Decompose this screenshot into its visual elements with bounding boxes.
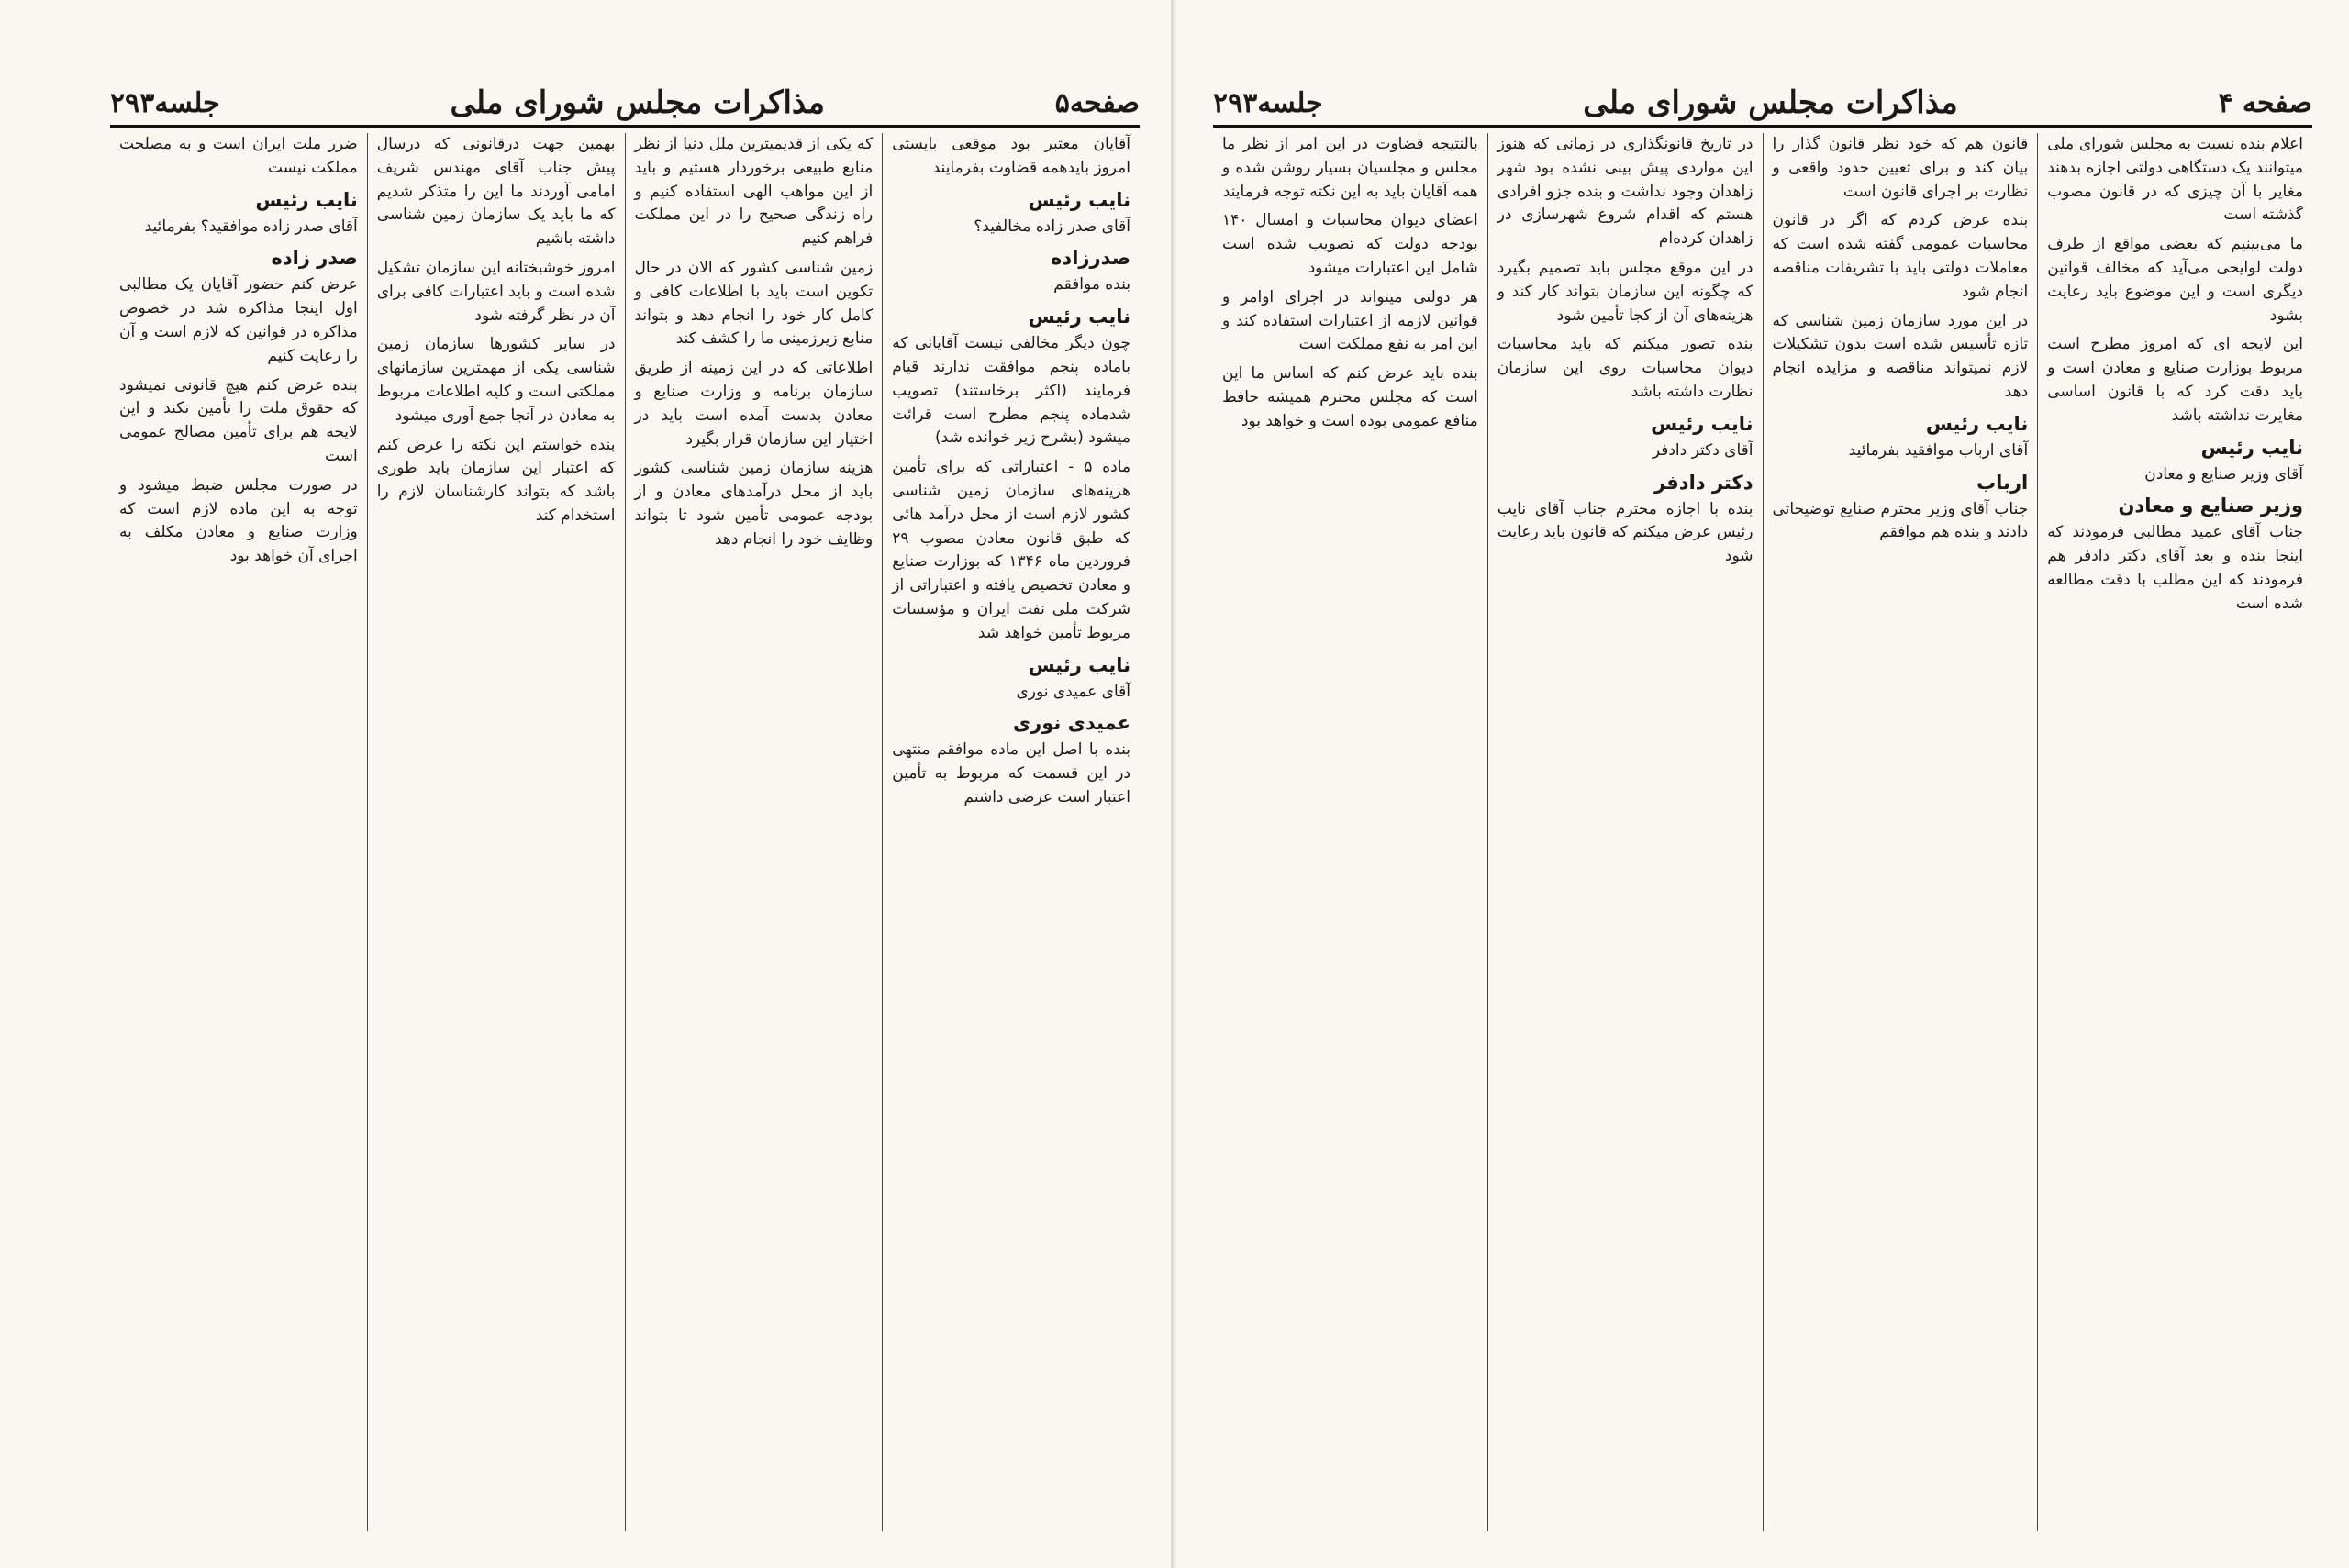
paragraph: عرض کنم حضور آقایان یک مطالبی اول اینجا مذاکره شد در خصوص مذاکره در قوانین که لازم است و آن را رعایت کنیم bbox=[119, 275, 358, 365]
paragraph: بنده خواستم این نکته را عرض کنم که اعتبار این سازمان باید طوری باشد که بتواند کارشناسان لازم را استخدام کند bbox=[376, 435, 616, 525]
speaker-heading: صدر زاده bbox=[271, 247, 358, 270]
paragraph: قانون هم که خود نظر قانون گذار را بیان کند و برای تعیین حدود واقعی و نظارت بر اجرای قانون است bbox=[1772, 135, 2029, 201]
speaker-heading: نایب رئیس bbox=[1028, 653, 1130, 676]
paragraph: جناب آقای وزیر محترم صنایع توضیحاتی دادند و بنده هم موافقم bbox=[1772, 499, 2029, 542]
paragraph: هر دولتی میتواند در اجرای اوامر و قوانین لازمه از اعتبارات استفاده کند و این امر به نفع مملکت است bbox=[1222, 287, 1478, 354]
speaker-heading: وزیر صنایع و معادن bbox=[2118, 495, 2303, 517]
text-column bbox=[882, 133, 1140, 1531]
paragraph: بنده باید عرض کنم که اساس ما این است که مجلس محترم همیشه حافظ منافع عمومی بوده است و خواهد بود bbox=[1222, 364, 1478, 430]
paragraph: در تاریخ قانونگذاری در زمانی که هنوز این مواردی پیش بینی نشده بود شهر زاهدان وجود نداشت و بنده جزو افرادی هستم که اقدام شروع شهرسازی در زاهدان کرده‌ام bbox=[1497, 135, 1753, 249]
paragraph: بالنتیجه قضاوت در این امر از نظر ما مجلس و مجلسیان بسیار روشن شده و همه آقایان باید به این نکته توجه فرمایند bbox=[1222, 135, 1478, 201]
text-column bbox=[110, 133, 367, 1531]
paragraph: بهمین جهت درقانونی که درسال پیش جناب آقای مهندس شریف امامی آوردند ما این را متذکر شدیم که ما باید یک سازمان زمین شناسی داشته باشیم bbox=[376, 135, 616, 249]
paragraph: آقای عمیدی نوری bbox=[1016, 682, 1130, 701]
paragraph: در این مورد سازمان زمین شناسی که تازه تأسیس شده است بدون تشکیلات لازم نمیتواند مناقصه و مزایده انجام دهد bbox=[1772, 311, 2029, 401]
right-columns bbox=[1213, 133, 2312, 1531]
speaker-heading: صدرزاده bbox=[1051, 247, 1130, 270]
right-page-title: مذاکرات مجلس شورای ملی bbox=[1583, 84, 1958, 121]
text-column bbox=[625, 133, 883, 1531]
paragraph: در سایر کشورها سازمان زمین شناسی یکی از مهمترین سازمانهای مملکتی است و کلیه اطلاعات مربوط به معادن در آنجا جمع آوری میشود bbox=[376, 335, 616, 425]
paragraph: اعضای دیوان محاسبات و امسال ۱۴۰ بودجه دولت که تصویب شده است شامل این اعتبارات میشود bbox=[1222, 211, 1478, 277]
right-page-header bbox=[1213, 81, 2312, 128]
right-session-number: جلسه۲۹۳ bbox=[1213, 86, 1323, 119]
paragraph: اطلاعاتی که در این زمینه از طریق سازمان برنامه و وزارت صنایع و معادن بدست آمده است باید در اختیار این سازمان قرار بگیرد bbox=[634, 359, 874, 449]
paragraph: این لایحه ای که امروز مطرح است مربوط بوزارت صنایع و معادن است و باید دقت کرد که با قانون اساسی مغایرت نداشته باشد bbox=[2047, 335, 2303, 425]
paragraph: بنده تصور میکنم که باید محاسبات دیوان محاسبات روی این سازمان نظارت داشته باشد bbox=[1497, 335, 1753, 401]
text-column bbox=[1213, 133, 1487, 1531]
text-column bbox=[2037, 133, 2312, 1531]
paragraph: بنده عرض کردم که اگر در قانون محاسبات عمومی گفته شده است که معاملات دولتی باید با تشریفات مناقصه انجام شود bbox=[1772, 211, 2029, 301]
paragraph: در صورت مجلس ضبط میشود و توجه به این ماده لازم است که وزارت صنایع و معادن مکلف به اجرای آن خواهد بود bbox=[119, 475, 358, 566]
paragraph: ماده ۵ - اعتباراتی که برای تأمین هزینه‌های سازمان زمین شناسی کشور لازم است از محل درآمد هائی که طبق قانون معادن مصوب ۲۹ فروردین ماه ۱۳۴۶ که بوزارت صنایع و معادن تخصیص یافته و اعتباراتی از شرکت ملی نفت ایران و مؤسسات مربوط تأمین خواهد شد bbox=[892, 458, 1131, 642]
left-columns bbox=[110, 133, 1140, 1531]
paragraph: هزینه سازمان زمین شناسی کشور باید از محل درآمدهای معادن و از بودجه عمومی تأمین شود تا بتواند وظایف خود را انجام دهد bbox=[634, 459, 874, 549]
paragraph: بنده با اجازه محترم جناب آقای نایب رئیس عرض میکنم که قانون باید رعایت شود bbox=[1497, 499, 1753, 566]
left-page-number: صفحه۵ bbox=[1054, 86, 1140, 119]
paragraph: آقای ارباب موافقید بفرمائید bbox=[1848, 440, 2029, 460]
paragraph: جناب آقای عمید مطالبی فرمودند که اینجا بنده و بعد آقای دکتر دادفر هم فرمودند که این مطلب با دقت مطالعه شده است bbox=[2047, 523, 2303, 613]
paragraph: ما می‌بینیم که بعضی مواقع از طرف دولت لوایحی می‌آید که مخالف قوانین دیگری است و این موضوع باید رعایت بشود bbox=[2047, 235, 2303, 325]
paragraph: امروز خوشبختانه این سازمان تشکیل شده است و باید اعتبارات کافی برای آن در نظر گرفته شود bbox=[376, 258, 616, 325]
speaker-heading: ارباب bbox=[1976, 471, 2029, 494]
text-column bbox=[367, 133, 625, 1531]
left-page-title: مذاکرات مجلس شورای ملی bbox=[450, 84, 825, 121]
left-session-number: جلسه۲۹۳ bbox=[110, 86, 220, 119]
paragraph: زمین شناسی کشور که الان در حال تکوین است باید با اطلاعات کافی و کامل کار خود را انجام دهد و بتواند منابع زیرزمینی ما را کشف کند bbox=[634, 258, 874, 349]
paragraph: آقایان معتبر بود موقعی بایستی امروز بایدهمه قضاوت بفرمایند bbox=[892, 135, 1130, 177]
text-column bbox=[1763, 133, 2038, 1531]
speaker-heading: نایب رئیس bbox=[1925, 412, 2029, 435]
paragraph: آقای وزیر صنایع و معادن bbox=[2144, 464, 2303, 484]
paragraph: چون دیگر مخالفی نیست آقایانی که باماده پنجم موافقت ندارند قیام فرمایند (اکثر برخاستند) تصویب شدماده پنجم مطرح است قرائت میشود (بشرح زیر خوانده شد) bbox=[892, 334, 1130, 448]
paragraph: ضرر ملت ایران است و به مصلحت مملکت نیست bbox=[119, 135, 358, 177]
speaker-heading: نایب رئیس bbox=[2200, 436, 2303, 459]
speaker-heading: نایب رئیس bbox=[1028, 188, 1130, 211]
paragraph: آقای صدر زاده موافقید؟ بفرمائید bbox=[144, 217, 358, 236]
paragraph: بنده عرض کنم هیچ قانونی نمیشود که حقوق ملت را تأمین نکند و این لایحه هم برای تأمین مصالح عمومی است bbox=[119, 375, 358, 465]
paragraph: آقای دکتر دادفر bbox=[1652, 440, 1753, 460]
paragraph: که یکی از قدیمیترین ملل دنیا از نظر منابع طبیعی برخوردار هستیم و باید از این مواهب الهی استفاده کنیم و راه زندگی صحیح را در این مملکت فراهم کنیم bbox=[634, 135, 874, 249]
text-column bbox=[1487, 133, 1763, 1531]
paragraph: بنده موافقم bbox=[1053, 275, 1130, 295]
speaker-heading: دکتر دادفر bbox=[1653, 471, 1753, 494]
right-page-number: صفحه ۴ bbox=[2218, 86, 2312, 119]
speaker-heading: نایب رئیس bbox=[1028, 306, 1130, 328]
speaker-heading: نایب رئیس bbox=[1651, 412, 1753, 435]
paragraph: آقای صدر زاده مخالفید؟ bbox=[974, 217, 1130, 236]
left-page-header bbox=[110, 81, 1140, 128]
paragraph: در این موقع مجلس باید تصمیم بگیرد که چگونه این سازمان بتواند کار کند و هزینه‌های آن از کجا تأمین شود bbox=[1497, 258, 1753, 325]
paragraph: اعلام بنده نسبت به مجلس شورای ملی میتوانند یک دستگاهی دولتی اجازه بدهند مغایر با آن چیزی که در قانون مصوب گذشته است bbox=[2047, 135, 2303, 225]
speaker-heading: نایب رئیس bbox=[255, 188, 358, 211]
speaker-heading: عمیدی نوری bbox=[1012, 712, 1130, 735]
right-page bbox=[1176, 0, 2349, 1568]
paragraph: بنده با اصل این ماده موافقم منتهی در این قسمت که مربوط به تأمین اعتبار است عرضی داشتم bbox=[892, 740, 1130, 806]
